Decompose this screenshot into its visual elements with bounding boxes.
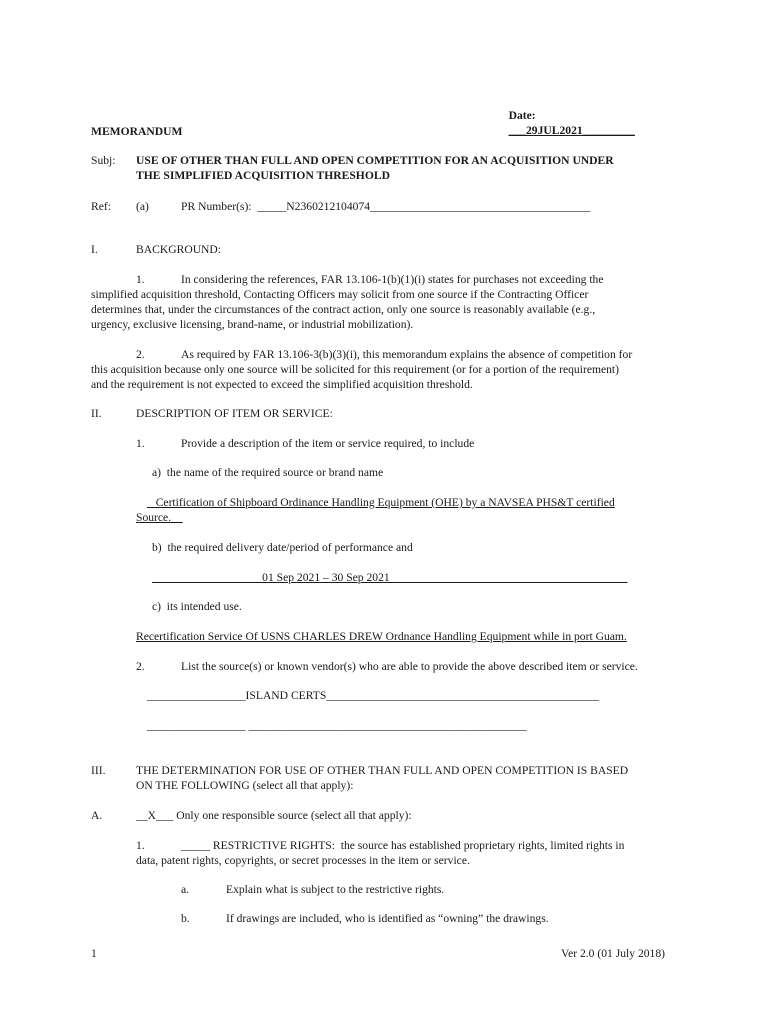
memo-title: MEMORANDUM: [91, 125, 183, 138]
item-b-text: b) the required delivery date/period of performance and: [152, 541, 413, 554]
vendor-line-1: _________________ISLAND CERTS_______________________________________________: [147, 689, 599, 702]
section-3-line-1: THE DETERMINATION FOR USE OF OTHER THAN FULL AND OPEN COMPETITION IS BASED: [136, 764, 629, 777]
para-1-line-2: simplified acquisition threshold, Contacting Officers may solicit from one source if the Contracting Officer: [91, 288, 589, 301]
item-b-answer: ___________________01 Sep 2021 – 30 Sep 2021_________________________________________: [152, 571, 628, 584]
item-c-text: c) its intended use.: [152, 600, 242, 613]
para-2-number: 2.: [136, 348, 145, 361]
section-2-title: DESCRIPTION OF ITEM OR SERVICE:: [136, 407, 333, 420]
date-line: [497, 93, 635, 153]
para-2-line-1: As required by FAR 13.106-3(b)(3)(i), this memorandum explains the absence of competition for: [181, 348, 633, 361]
subject-line-1: USE OF OTHER THAN FULL AND OPEN COMPETITION FOR AN ACQUISITION UNDER: [136, 154, 614, 167]
section-3-line-2: ON THE FOLLOWING (select all that apply):: [136, 779, 354, 792]
page-number: 1: [91, 947, 97, 960]
para-1-line-1: In considering the references, FAR 13.106-1(b)(1)(i) states for purchases not exceeding the: [181, 273, 604, 286]
item-c-answer: Recertification Service Of USNS CHARLES DREW Ordnance Handling Equipment while in port Guam.: [136, 630, 627, 643]
item-1-text: Provide a description of the item or service required, to include: [181, 437, 475, 450]
restrictive-a-text: Explain what is subject to the restrictive rights.: [226, 883, 445, 896]
version-label: Ver 2.0 (01 July 2018): [561, 947, 666, 960]
date-label: Date:: [508, 109, 536, 122]
date-value: ___29JUL2021_________: [508, 124, 635, 137]
item-a-text: a) the name of the required source or brand name: [152, 466, 384, 479]
item-a-answer-line-1: Certification of Shipboard Ordinance Handling Equipment (OHE) by a NAVSEA PHS&T certified: [147, 496, 615, 509]
section-1-title: BACKGROUND:: [136, 243, 222, 256]
item-2-number: 2.: [136, 660, 145, 673]
ref-pr-number: PR Number(s): _____N2360212104074______________________________________: [181, 200, 591, 213]
vendor-line-2: _________________ ________________________________________________: [147, 719, 527, 732]
section-1-number: I.: [91, 243, 98, 256]
item-1-number: 1.: [136, 437, 145, 450]
para-2-line-2: this acquisition because only one source will be solicited for this requirement (or for a portion of the requirement): [91, 363, 620, 376]
restrictive-line-2: data, patent rights, copyrights, or secret processes in the item or service.: [136, 854, 470, 867]
option-a-text: __X___ Only one responsible source (select all that apply):: [136, 809, 412, 822]
restrictive-number: 1.: [136, 839, 145, 852]
ref-item: (a): [136, 200, 149, 213]
option-a-label: A.: [91, 809, 103, 822]
subject-line-2: THE SIMPLIFIED ACQUISITION THRESHOLD: [136, 169, 390, 182]
item-2-text: List the source(s) or known vendor(s) who are able to provide the above described item or service.: [181, 660, 638, 673]
subject-label: Subj:: [91, 154, 116, 167]
item-a-answer-line-2: Source.: [136, 511, 183, 524]
para-2-line-3: and the requirement is not expected to exceed the simplified acquisition threshold.: [91, 378, 473, 391]
para-1-line-4: urgency, exclusive licensing, brand-name, or industrial mobilization).: [91, 318, 414, 331]
section-2-number: II.: [91, 407, 102, 420]
restrictive-b-label: b.: [181, 912, 190, 925]
para-1-number: 1.: [136, 273, 145, 286]
section-3-number: III.: [91, 764, 106, 777]
ref-label: Ref:: [91, 200, 111, 213]
restrictive-b-text: If drawings are included, who is identified as “owning” the drawings.: [226, 912, 549, 925]
restrictive-a-label: a.: [181, 883, 190, 896]
para-1-line-3: determines that, under the circumstances of the contract action, only one source is reasonably available (e.g.,: [91, 303, 596, 316]
restrictive-line-1: _____ RESTRICTIVE RIGHTS: the source has established proprietary rights, limited rights in: [181, 839, 625, 852]
